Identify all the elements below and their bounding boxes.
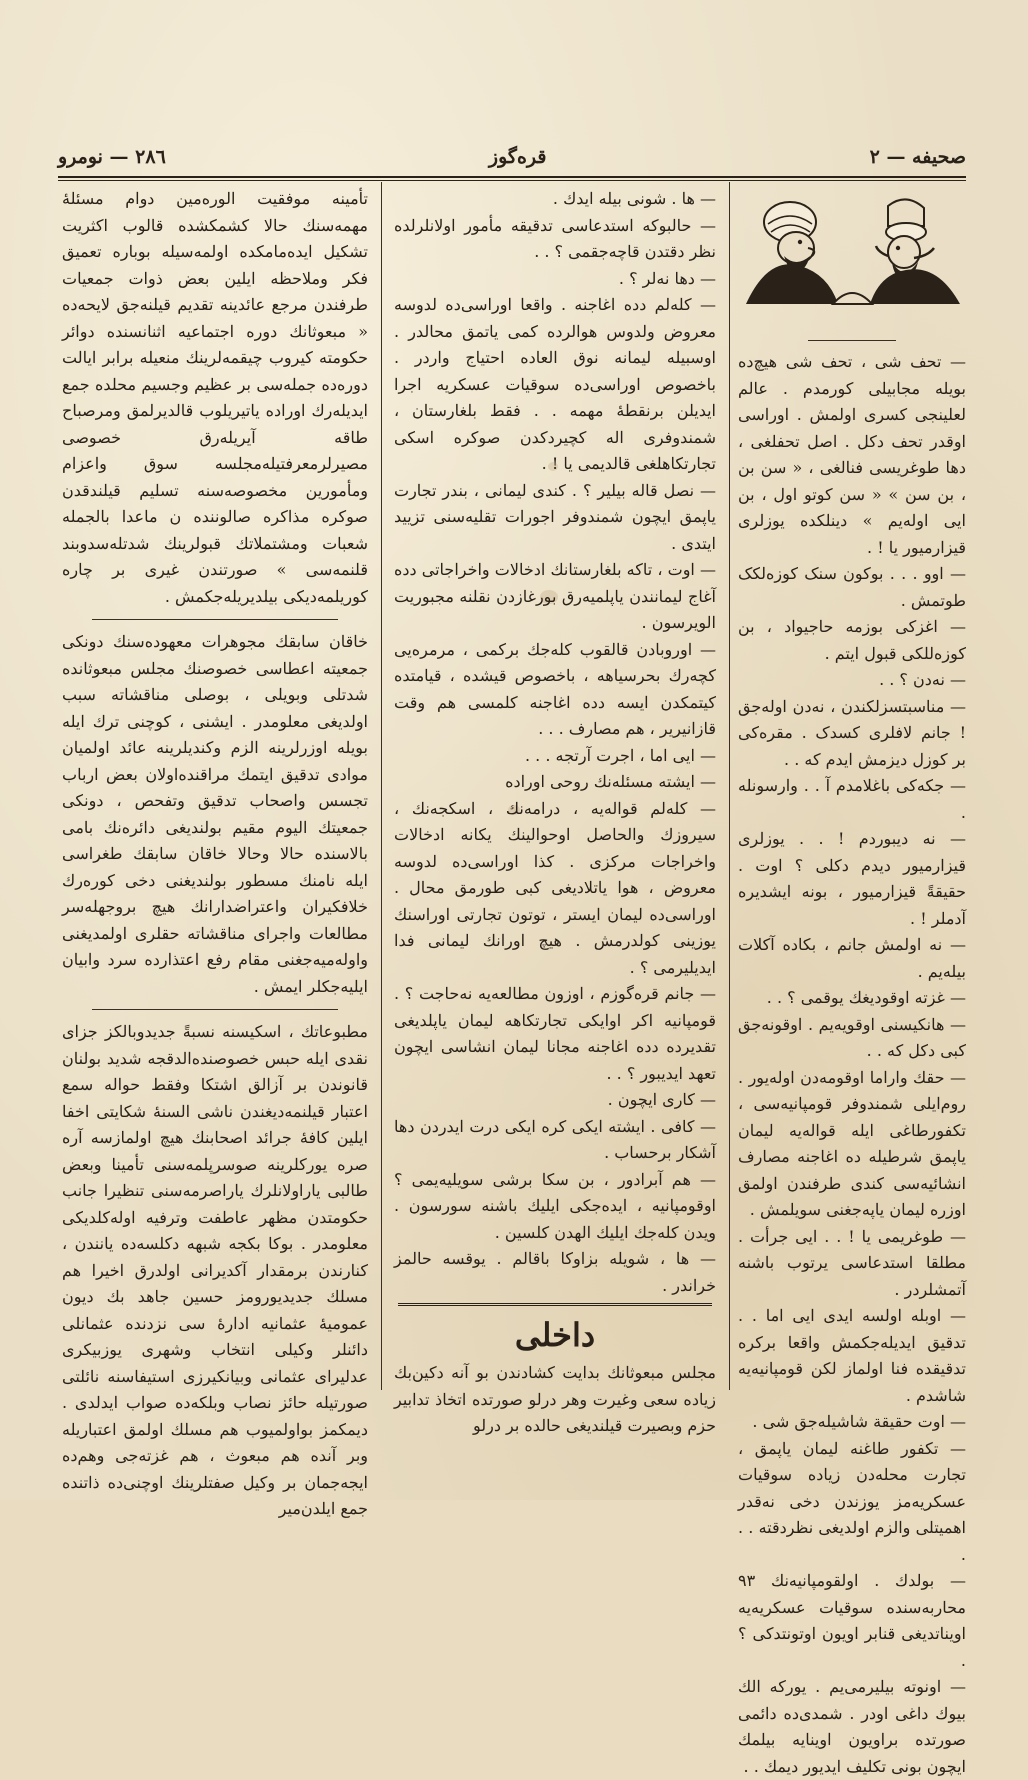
article-separator: [92, 1009, 338, 1010]
dialogue-paragraph: — اونوته بیلیرمی‌یم . یورکه الك بیوك داغی اودر . شمدی‌ده دائمی صورتده براویون اوینایه بیلمك ایچون بونی تکلیف ایدیور دیمك . .: [738, 1677, 966, 1776]
article-paragraph: خاقان سابقك مجوهرات معهوده‌سنك دونکی جمعیته اعطاسی خصوصنك مجلس مبعوثانده شدتلی وبویلی ، بوصلی مناقشاته سبب اولدیغی معلومدر . ایشنی ، کوچنی ترك ایله بویله اوزرلرینه الزم وکندیلرینه عائد اولمیان موادی تدقیق ایتمك مراقنده‌اولان بعض ارباب تجسس واصحاب تدقیق وتفحص ، دونکی جمعیتك الیوم مقیم بولندیغی دائره‌نك بامی بالاسنده حالا وحالا خاقان سابقك طغراسی ایله نامنك مسطور بولندیغنی دخی کوره‌رك خلافکیران واعتراضدارانك هیچ بروجهله‌سر مطالعات واجرای مناقشاته حقلری اولمدیغنی واوله‌میه‌جغنی مقام رفع اعتذارده سرد وابیان ایلیه‌جکلر ایمش .: [62, 632, 368, 996]
dialogue-paragraph: — اوبله اولسه ایدی ایی اما . . تدقیق ایدیله‌جکمش واقعا برکره تدقیقده فنا اولماز لکن قومپانیه‌یه شاشدم .: [738, 1306, 966, 1405]
dialogue-paragraph: — اوروبادن قالقوب کلەجك برکمی ، مرمره‌یی کچەرك بحرسیاهه ، باخصوص قیشده ، قیامتده کیتمکدن ایسه دده اغاجنه کلمسی هم وقت قازانیریر ، هم مصارف . . .: [394, 639, 716, 738]
dialogue-paragraph: — نەدن ؟ . .: [879, 670, 966, 689]
header-masthead: قره‌گوز: [488, 146, 547, 168]
dialogue-paragraph: — بولدك . اولقومپانیه‌نك ۹۳ محاربه‌سنده سوقیات عسکریه‌یه اویناتدیغی قنابر اویون اوتونتدکی ؟ .: [738, 1571, 966, 1670]
dialogue-paragraph: — ها . شونی بیله ایدك .: [552, 189, 716, 208]
middle-column-text: [394, 186, 716, 1299]
dialogue-paragraph: — کلەلم قواله‌یه ، درامه‌نك ، اسکجه‌نك ، سیروزك والحاصل اوحوالینك یکانه ادخالات واخراجات مرکزی . کذا اوراسی‌ده لدوسه معروض ، هوا یاتلادیغی کبی طورمق محال . اوراسی‌ده لیمان ایستر ، توتون تجارتی اوراسنك یوزینی کولدرمش . هیچ اورانك لیمانی فدا ایدیلیرمی ؟ .: [394, 798, 716, 977]
article-paragraph: مطبوعاتك ، اسکیسنه نسبةً جدیدوبالکز جزای نقدی ایله حبس خصوصنده‌الدقجه شدید بولنان قانوندن بر آزالق اشتکا وفقط حواله سمع اعتبار قیلنمه‌دیغندن ناشی السنهٔ شکایتی اخفا ایلین کافهٔ جرائد اصحابنك هیچ اولمازسه آره صره یورکلرینه صوسرپلمه‌سنی تأمینا وبعض طالبی یاراولانلرك یاراصرمه‌سنی تنظیرا جانب حکومتدن مظهر عاطفت وترفیه اوله‌کلدیکی معلومدر . بوکا بکجه شبهه دکلسه‌ده یانندن ، کنارندن برمقدار آکدیرانی اولدرق اخیرا هم مسلك جدیدیورومز حسین جاهد بك دیون عمومیهٔ عثمانیه ادارهٔ سی نزدنده عثمانلی دائنلر وکیلی انتخاب وشهری یوزبیکری عدلیرای عثمانی وبیانکیرزی استیفاسنه نائلتی صورتیله حائز نصاب وبلکه‌ده صواب ایدلدی . دیمکمز بواولمیوب هم مسلك اولمق اعتباریله وبر آنده هم مبعوث ، هم غزته‌جی وهم‌ده ایجه‌جمان بر وکیل صفتلرینك اوچنی‌ده ذاتنده جمع ایلدن‌میر: [62, 1022, 368, 1518]
dialogue-paragraph: — اوو . . . بوکون سنک کوزه‌لکک طوتمش .: [738, 564, 966, 610]
karagoz-hacivat-drawing: [738, 186, 966, 334]
column-divider: [381, 182, 382, 1390]
dialogue-paragraph: — ها ، شویله بزاوکا باقالم . یوقسه حالمز خراندر .: [394, 1249, 716, 1295]
header-rule-thin: [58, 180, 966, 181]
section-paragraph: مجلس مبعوثانك بدایت کشادندن بو آنه دکین‌بك زیاده سعی وغیرت وهر درلو صورتده اتخاذ تدابیر حزم وبصیرت قیلندیغی حالده بر درلو: [394, 1363, 716, 1435]
dialogue-paragraph: — هانکیسنی اوقویه‌یم . اوقونه‌جق کبی دکل که . .: [738, 1014, 966, 1060]
dialogue-paragraph: — تحف شی ، تحف شی هیچ‌ده بویله مجابیلی کورمدم . عالم لعلینجی کسری اولمش . اوراسی اوقدر تحف دکل . اصل تحفلغی ، دها طوغریسی فنالغی ، « سن بن ، بن سن » « سن کوتو اول ، بن ایی اولەیم » دینلکده یوزلری قیزارمیور یا ! .: [738, 352, 966, 557]
dialogue-paragraph: — طوغریمی یا ! . . ایی جرأت . مطلقا استدعاسی یرتوب باشنه آتمشلردر .: [738, 1226, 966, 1299]
dialogue-paragraph: — کلەلم دده اغاجنه . واقعا اوراسی‌ده لدوسه معروض ولدوس هوالرده کمی یاتمق محالدر . اوسبیله لیمانه نوق العاده احتیاج واردر . باخصوص اوراسی‌ده سوقیات عسکریه اجرا ایدیلن برنقطهٔ مهمه . . فقط بلغارستان ، شمندوفری اله کچیردکدن صوکره اسکی تجارتکاهلغی قالدیمی یا ! .: [394, 295, 716, 473]
dialogue-paragraph: — اغزکی بوزمه حاجیواد ، بن کوزه‌للکی قبول ایتم .: [738, 617, 966, 663]
dialogue-paragraph: — ایشته مسئله‌نك روحی اوراده: [505, 772, 716, 791]
header-page-label: صحیفه — ۲: [869, 146, 966, 168]
section-title: داخلی: [514, 1316, 596, 1354]
header-rule: [58, 176, 966, 178]
article-separator: [92, 619, 338, 620]
column-middle: [394, 186, 716, 1435]
dialogue-paragraph: — اوت ، تاکه بلغارستانك ادخالات واخراجاتی دده آغاج لیمانندن یاپلمیەرق بورغازدن نقلنه مجبوریت الویرسون .: [394, 560, 716, 632]
page-header: [58, 140, 966, 174]
dialogue-paragraph: — حالبوکه استدعاسی تدقیقه مأمور اولانلرلده نظر دقتدن قاچه‌جقمی ؟ . .: [394, 215, 716, 261]
cartoon-illustration: [738, 186, 966, 334]
dialogue-paragraph: — جانم قره‌گوزم ، اوزون مطالعه‌یه نه‌حاجت ؟ . قومپانیه اکر اوایکی تجارتکاهه لیمان یاپلدیغی تقدیرده دده اغاجنه مجانا لیمان انشاسی ایچون تعهد ایدیبور ؟ . .: [394, 984, 716, 1083]
column-left: [62, 186, 368, 1518]
dialogue-paragraph: — نصل قالە بیلیر ؟ . کندی لیمانی ، بندر تجارت یاپمق ایچون شمندوفر اجورات تقلیه‌سنی تزیید ایتدی .: [394, 480, 716, 553]
dialogue-paragraph: — اوت حقیقة شاشیله‌جق شی .: [752, 1412, 966, 1431]
dialogue-paragraph: — کافی . ایشته ایکی کره ایکی درت ایدردن دها آشکار برحساب .: [394, 1116, 716, 1162]
dialogue-paragraph: — مناسبتسزلکندن ، نەدن اوله‌جق ! جانم لافلری کسدک . مقره‌کی بر کوزل دیزمش ایدم که . .: [738, 696, 966, 769]
dialogue-paragraph: — نه اولمش جانم ، بکاده آکلات بیله‌یم .: [738, 935, 966, 981]
dialogue-paragraph: — نه دیبوردم ! . . یوزلری قیزارمیور دیدم دکلی ؟ اوت . حقیقةً قیزارمیور ، بونه ایشدیره آدملر ! .: [738, 829, 966, 928]
dialogue-paragraph: — غزته اوقودیغك یوقمی ؟ . .: [766, 988, 966, 1007]
section-ornament-rule: [398, 1303, 712, 1306]
dialogue-paragraph: — تکفور طاغنه لیمان یاپمق ، تجارت محله‌دن زیاده سوقیات عسکریه‌مز یوزندن دخی نه‌قدر اهمیتلی والزم اولدیغی نظردقته . . .: [738, 1438, 966, 1564]
column-right: [738, 186, 966, 1776]
right-column-text: [738, 349, 966, 1780]
dialogue-paragraph: — هم آبرادور ، بن سکا برشی سویلیه‌یمی ؟ اوقومپانیه ، ایده‌جکی ایلیك باشنه سورسون . ویدن کله‌جك ایلیك الهدن کلسین .: [394, 1169, 716, 1242]
dialogue-paragraph: — ایی اما ، اجرت آرتجه . . .: [525, 745, 716, 765]
dialogue-paragraph: — کاری ایچون .: [607, 1090, 716, 1109]
dialogue-paragraph: — حقك واراما اوقومه‌دن اوله‌یور . روم‌ایلی شمندوفر قومپانیه‌سی ، تکفورطاغی ایله قواله‌یه لیمان یاپمق شرطیله ده اغاجنه مصارف انشائیه‌سی کندی طرفندن اولمق اوزره لیمان یاپه‌جغنی سویلمش .: [738, 1067, 966, 1219]
article-paragraph: تأمینه موفقیت الوره‌مین دوام مسئلهٔ مهمه‌سنك حالا کشمکشده قالوب اکثریت تشکیل ایده‌مامکده اولمه‌سیله بوباره تعمیق فکر وملاحظه ایلین بعض ذوات جمعیات طرفندن مرجع عائدینه تقدیم قیلنه‌جق لایحه‌ده « مبعوثانك دوره اجتماعیه اثنانسنده دوائر حکومته کیروب چیقمه‌لرینك منعیله برابر ایالت دوره‌ده جمله‌سی بر عظیم وجسیم محلده جمع ایدیله‌رك اوراده یاتیریلوب قالدیرلمق ومرصباح طاقه آیریلەرق خصوصی مصیرلرمعرفتیله‌مجلسه سوق واعزام ومأمورین مخصوصه‌سنه تسلیم قیلندقدن صوکره مذاکره صالوننده ن ماعدا بالجمله شعبات ومشتملاتك قبولرینك شدتله‌سدوبند قلنمه‌سی » صورتندن غیری بر چاره کوریلمه‌دیکی بیلدیریله‌جکمش .: [62, 189, 368, 606]
header-issue-number: ۲۸٦ — نومرو: [58, 146, 166, 168]
dialogue-paragraph: — دها نەلر ؟ .: [618, 268, 716, 288]
dialogue-paragraph: — جکه‌کی باغلامدم آ . . وارسونله .: [738, 776, 966, 822]
column-divider: [729, 182, 730, 1390]
cartoon-rule: [808, 340, 896, 341]
